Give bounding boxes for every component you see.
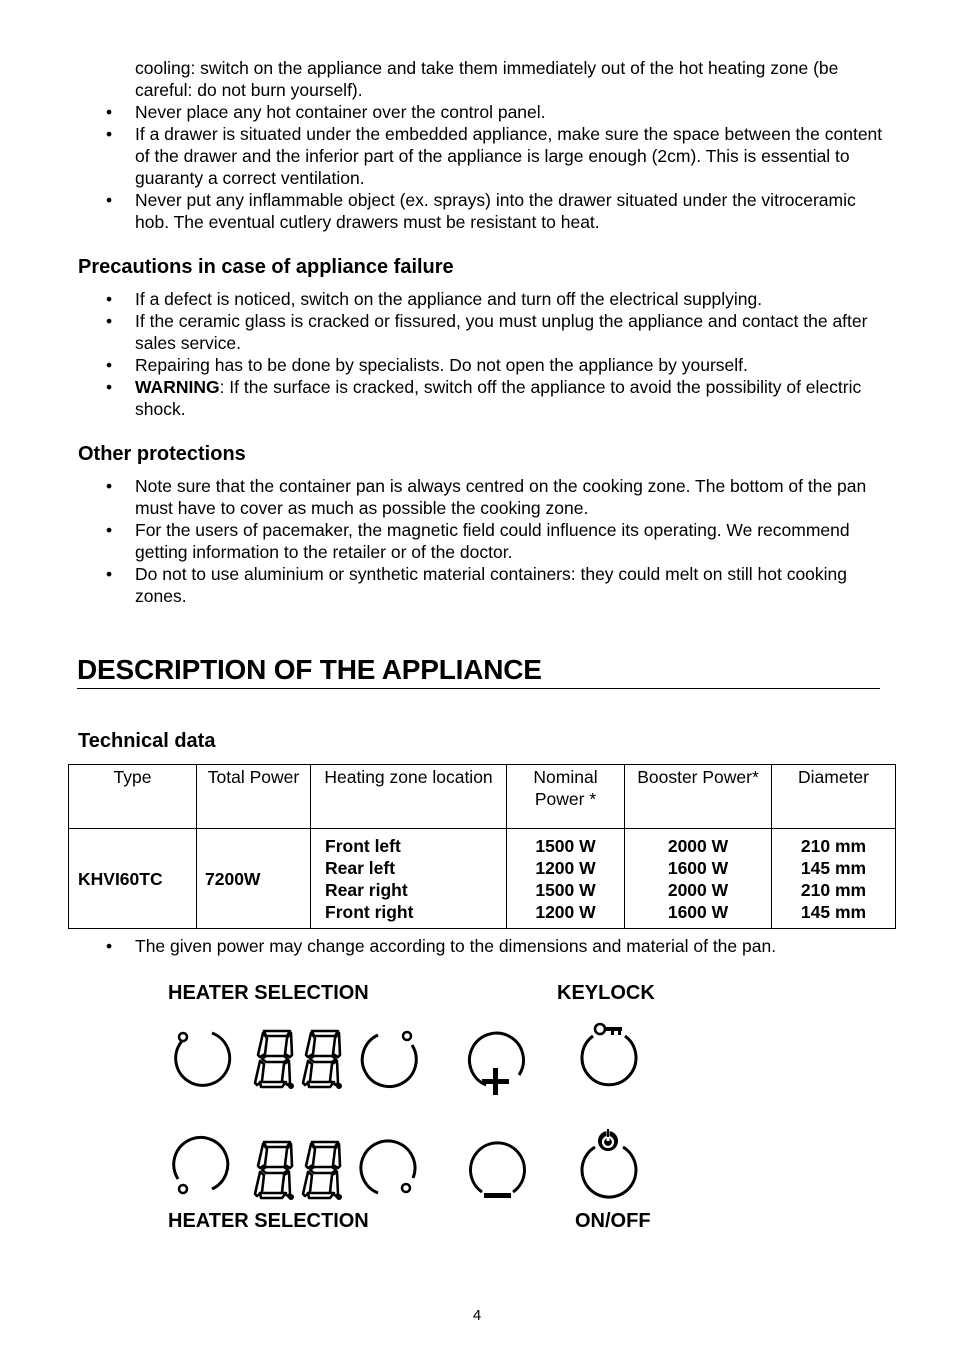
header-total-power: Total Power xyxy=(197,765,311,829)
minus-button-icon[interactable] xyxy=(471,1143,525,1198)
header-diameter: Diameter xyxy=(772,765,896,829)
booster-value: 2000 W xyxy=(667,879,729,900)
header-type: Type xyxy=(69,765,197,829)
digit-display-bottom xyxy=(255,1142,342,1200)
zone-location: Rear right xyxy=(325,879,408,900)
diameter-value: 210 mm xyxy=(800,835,867,856)
zone-location: Front right xyxy=(325,901,414,922)
power-icon xyxy=(598,1129,618,1151)
key-icon xyxy=(595,1024,622,1035)
booster-value: 1600 W xyxy=(667,901,729,922)
section-title: DESCRIPTION OF THE APPLIANCE xyxy=(77,654,542,685)
onoff-button-icon[interactable] xyxy=(582,1129,636,1197)
heater-zone-left-bottom-icon xyxy=(174,1137,228,1193)
warning-item: • WARNING: If the surface is cracked, switch off the appliance to avoid the possibility of electric shock. xyxy=(106,377,862,419)
booster-value: 1600 W xyxy=(667,857,729,878)
header-zone-location: Heating zone location xyxy=(311,765,507,829)
list-item: • If a defect is noticed, switch on the appliance and turn off the electrical supplying. xyxy=(106,289,763,309)
diameter-value: 210 mm xyxy=(800,879,867,900)
list-item: • The given power may change according to the dimensions and material of the pan. xyxy=(106,936,777,956)
keylock-label: KEYLOCK xyxy=(557,982,655,1004)
keylock-button-icon[interactable] xyxy=(582,1024,636,1085)
other-protections-heading: Other protections xyxy=(78,443,246,465)
page-number: 4 xyxy=(472,1307,482,1324)
heater-zone-left-top-icon xyxy=(176,1033,230,1085)
header-nominal-power: Nominal Power * xyxy=(507,765,625,829)
diameter-value: 145 mm xyxy=(800,857,867,878)
nominal-value: 1200 W xyxy=(535,857,596,878)
plus-button-icon[interactable] xyxy=(469,1033,523,1095)
header-booster-power: Booster Power* xyxy=(625,765,772,829)
intro-continuation: cooling: switch on the appliance and take them immediately out of the hot heating zone (be careful: do not burn yourself). xyxy=(135,58,839,100)
diameter-value: 145 mm xyxy=(800,901,867,922)
heater-zone-right-top-icon xyxy=(362,1032,416,1087)
cell-type: KHVI60TC xyxy=(69,829,197,929)
list-item: • Do not to use aluminium or synthetic material containers: they could melt on still hot cooking zones. xyxy=(106,564,848,606)
list-item: • For the users of pacemaker, the magnetic field could influence its operating. We recommend getting information to the retailer or of the doctor. xyxy=(106,520,850,562)
list-item: • If a drawer is situated under the embedded appliance, make sure the space between the content of the drawer and the inferior part of the appliance is large enough (2cm). This is essential to guaranty a correct ventilation. xyxy=(106,124,883,188)
zone-location: Rear left xyxy=(325,857,396,878)
zone-location: Front left xyxy=(325,835,401,856)
warning-label: WARNING xyxy=(135,377,220,397)
nominal-value: 1500 W xyxy=(535,879,596,900)
list-item: • Repairing has to be done by specialists. Do not open the appliance by yourself. xyxy=(106,355,748,375)
nominal-value: 1500 W xyxy=(535,835,596,856)
list-item: • Never place any hot container over the control panel. xyxy=(106,102,546,122)
digit-display-top xyxy=(255,1031,342,1089)
heater-selection-top-label: HEATER SELECTION xyxy=(168,982,369,1004)
failure-heading: Precautions in case of appliance failure xyxy=(78,256,454,278)
technical-data-heading: Technical data xyxy=(78,730,216,752)
cell-total-power: 7200W xyxy=(197,829,311,929)
onoff-label: ON/OFF xyxy=(575,1210,651,1232)
booster-value: 2000 W xyxy=(667,835,729,856)
list-item: • Note sure that the container pan is always centred on the cooking zone. The bottom of the pan must have to cover as much as possible the cooking zone. xyxy=(106,476,867,518)
list-item: • Never put any inflammable object (ex. sprays) into the drawer situated under the vitroceramic hob. The eventual cutlery drawers must be resistant to heat. xyxy=(106,190,856,232)
list-item: • If the ceramic glass is cracked or fissured, you must unplug the appliance and contact the after sales service. xyxy=(106,311,868,353)
heater-selection-bottom-label: HEATER SELECTION xyxy=(168,1210,369,1232)
heater-zone-right-bottom-icon xyxy=(361,1141,415,1193)
nominal-value: 1200 W xyxy=(535,901,596,922)
